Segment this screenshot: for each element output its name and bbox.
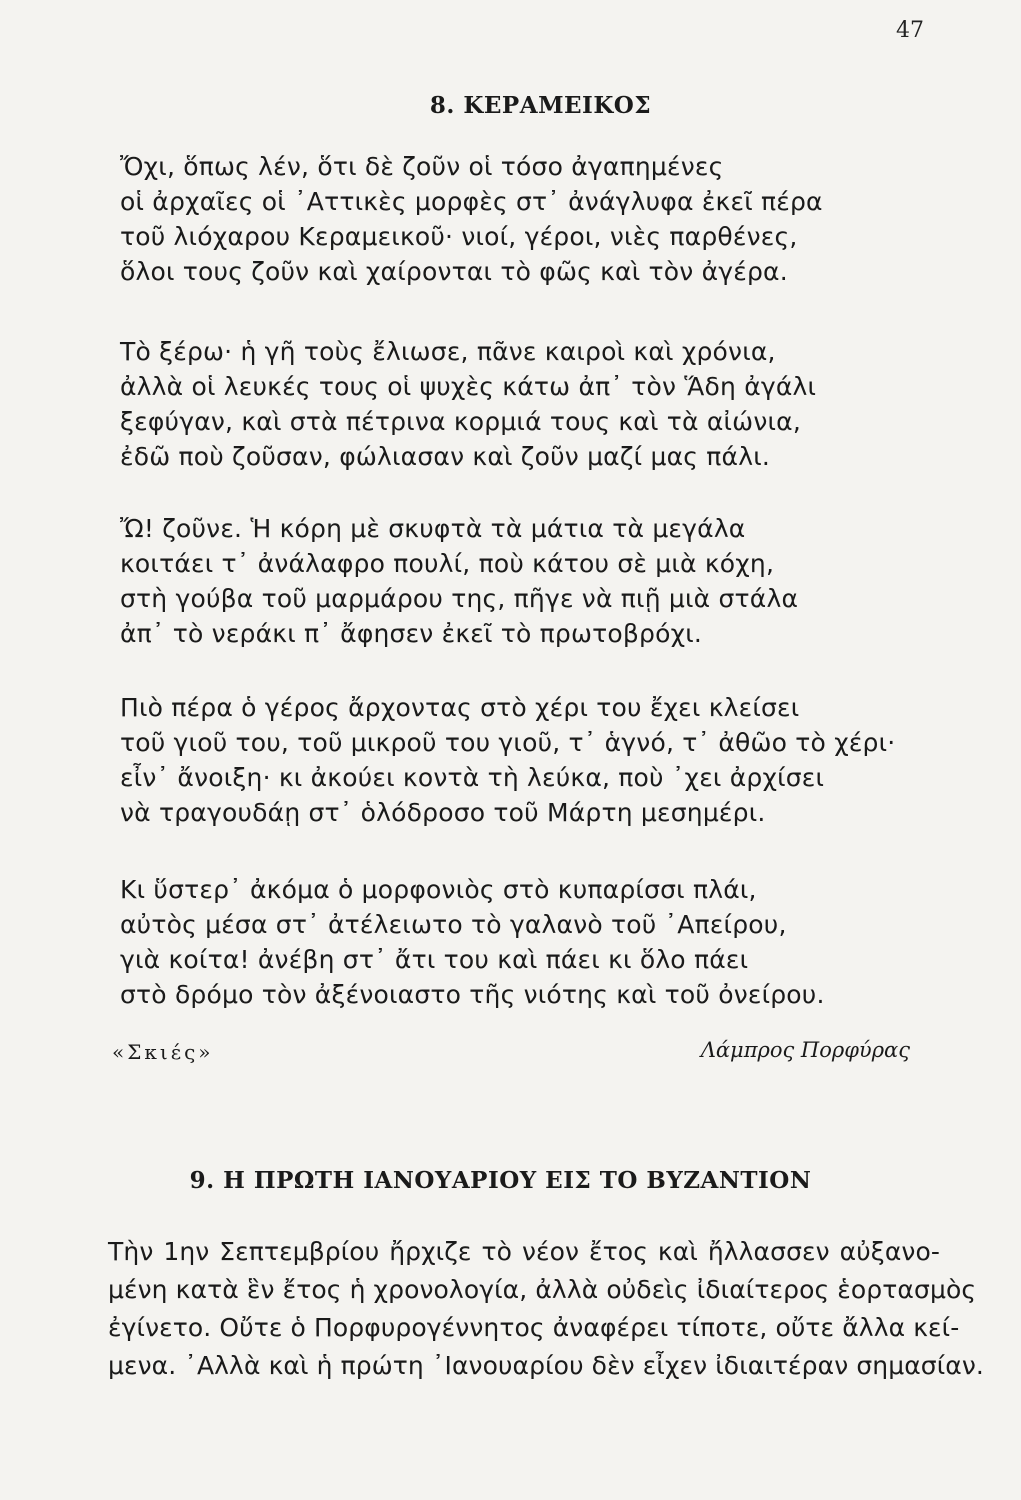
poem-source: «Σκιές» [112, 1040, 214, 1064]
paragraph-line: μενα. ᾿Αλλὰ καὶ ἡ πρώτη ᾿Ιανουαρίου δὲν εἶχεν ἰδιαιτέραν σημασίαν. [108, 1351, 984, 1380]
poem-line: αὐτὸς μέσα στ᾿ ἀτέλειωτο τὸ γαλανὸ τοῦ ᾿Απείρου, [120, 910, 787, 939]
section-9-paragraph [108, 1233, 984, 1385]
poem-line: Ὄχι, ὅπως λέν, ὅτι δὲ ζοῦν οἱ τόσο ἀγαπημένες [120, 152, 724, 181]
page-number: 47 [896, 18, 924, 43]
poem-line: ἀλλὰ οἱ λευκές τους οἱ ψυχὲς κάτω ἀπ᾿ τὸν Ἅδη ἀγάλι [120, 372, 817, 401]
poem-line: νὰ τραγουδάῃ στ᾿ ὁλόδροσο τοῦ Μάρτη μεσημέρι. [120, 798, 766, 827]
poem-line: ἀπ᾿ τὸ νεράκι π᾿ ἄφησεν ἐκεῖ τὸ πρωτοβρόχι. [120, 619, 703, 648]
paragraph-line: Τὴν 1ην Σεπτεμβρίου ἤρχιζε τὸ νέον ἔτος καὶ ἤλλασσεν αὐξανο- [108, 1237, 940, 1266]
poem-line: εἶν᾿ ἄνοιξη· κι ἀκούει κοντὰ τὴ λεύκα, ποὺ ᾿χει ἀρχίσει [120, 763, 825, 792]
poem-line: Κι ὕστερ᾿ ἀκόμα ὁ μορφονιὸς στὸ κυπαρίσσι πλάι, [120, 875, 757, 904]
section-9-title: 9. Η ΠΡΩΤΗ ΙΑΝΟΥΑΡΙΟΥ ΕΙΣ ΤΟ ΒΥΖΑΝΤΙΟΝ [189, 1167, 812, 1194]
poem-stanza-3 [120, 511, 920, 651]
poem-line: γιὰ κοίτα! ἀνέβη στ᾿ ἄτι του καὶ πάει κι ὅλο πάει [120, 945, 749, 974]
poem-stanza-4 [120, 690, 920, 830]
poem-line: τοῦ λιόχαρου Κεραμεικοῦ· νιοί, γέροι, νιὲς παρθένες, [120, 222, 798, 251]
poem-stanza-5 [120, 872, 920, 1012]
paragraph-line: ἐγίνετο. Οὔτε ὁ Πορφυρογέννητος ἀναφέρει τίποτε, οὔτε ἄλλα κεί- [108, 1313, 960, 1342]
poem-line: ἐδῶ ποὺ ζοῦσαν, φώλιασαν καὶ ζοῦν μαζί μας πάλι. [120, 442, 771, 471]
poem-line: οἱ ἀρχαῖες οἱ ᾿Αττικὲς μορφὲς στ᾿ ἀνάγλυφα ἐκεῖ πέρα [120, 187, 823, 216]
poem-line: τοῦ γιοῦ του, τοῦ μικροῦ του γιοῦ, τ᾿ ἁγνό, τ᾿ ἀθῶο τὸ χέρι· [120, 728, 896, 757]
poem-line: ὅλοι τους ζοῦν καὶ χαίρονται τὸ φῶς καὶ τὸν ἀγέρα. [120, 257, 788, 286]
paragraph-line: μένη κατὰ ἓν ἔτος ἡ χρονολογία, ἀλλὰ οὐδεὶς ἰδιαίτερος ἑορτασμὸς [108, 1275, 977, 1304]
poem-line: κοιτάει τ᾿ ἀνάλαφρο πουλί, ποὺ κάτου σὲ μιὰ κόχη, [120, 549, 775, 578]
poem-line: Τὸ ξέρω· ἡ γῆ τοὺς ἔλιωσε, πᾶνε καιροὶ καὶ χρόνια, [120, 337, 776, 366]
poem-stanza-1 [120, 149, 920, 289]
poem-line: Πιὸ πέρα ὁ γέρος ἄρχοντας στὸ χέρι του ἔχει κλείσει [120, 693, 800, 722]
poem-line: στὴ γούβα τοῦ μαρμάρου της, πῆγε νὰ πιῇ μιὰ στάλα [120, 584, 799, 613]
poem-stanza-2 [120, 334, 920, 474]
poem-author: Λάμπρος Πορφύρας [700, 1038, 910, 1062]
poem-line: ξεφύγαν, καὶ στὰ πέτρινα κορμιά τους καὶ τὰ αἰώνια, [120, 407, 801, 436]
section-8-title: 8. ΚΕΡΑΜΕΙΚΟΣ [429, 92, 652, 119]
poem-line: στὸ δρόμο τὸν ἀξένοιαστο τῆς νιότης καὶ τοῦ ὀνείρου. [120, 980, 825, 1009]
poem-line: Ὤ! ζοῦνε. Ἡ κόρη μὲ σκυφτὰ τὰ μάτια τὰ μεγάλα [120, 514, 746, 543]
